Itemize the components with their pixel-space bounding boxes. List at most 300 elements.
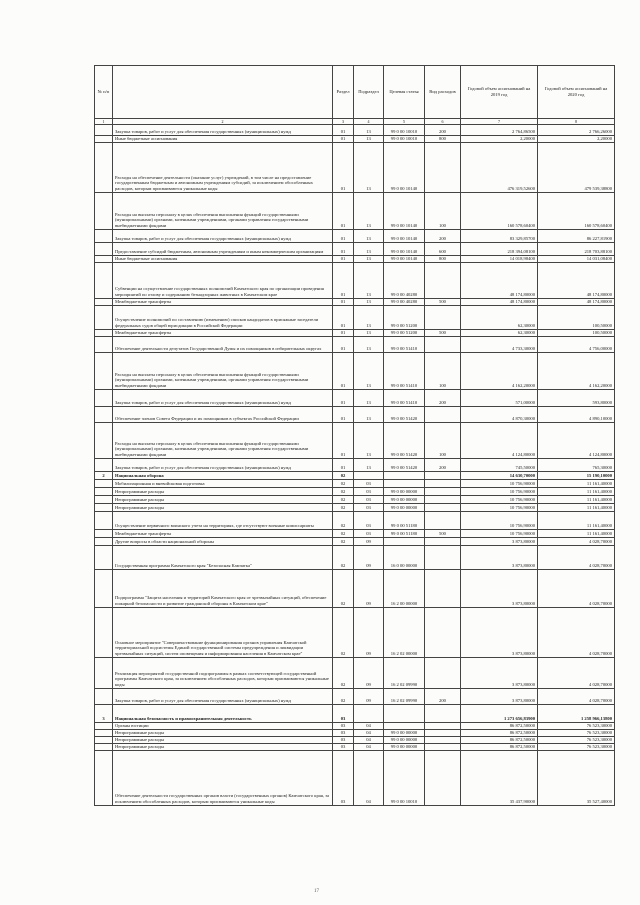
table-row	[95, 657, 615, 688]
row-razdel: 01	[333, 406, 354, 422]
row-value-2019: 35 437,90000	[461, 750, 538, 805]
row-value-2019: 10 756,90000	[461, 479, 538, 487]
row-name: Национальная оборона	[113, 471, 333, 479]
row-podrazdel: 03	[354, 487, 384, 495]
table-row	[95, 487, 615, 495]
row-name: Иные бюджетные ассигнования	[113, 136, 333, 143]
row-csr: 16 2 00 00000	[384, 569, 425, 607]
table-row	[95, 736, 615, 743]
row-vr: 100	[425, 422, 461, 458]
table-row	[95, 298, 615, 305]
table-row	[95, 192, 615, 229]
row-podrazdel: 13	[354, 229, 384, 242]
row-number	[95, 192, 113, 229]
row-value-2020: 76 523,30000	[538, 729, 615, 736]
row-name: Непрограммные расходы	[113, 495, 333, 503]
row-value-2019: 10 756,90000	[461, 511, 538, 529]
row-vr	[425, 657, 461, 688]
row-name: Закупка товаров, работ и услуг для обеспечения государственных (муниципальных) нужд	[113, 389, 333, 406]
row-razdel: 02	[333, 471, 354, 479]
row-value-2020: 48 174,80000	[538, 298, 615, 305]
row-podrazdel: 13	[354, 352, 384, 389]
row-value-2020: 765,30000	[538, 458, 615, 471]
row-number	[95, 529, 113, 537]
row-csr: 99 0 00 00000	[384, 729, 425, 736]
row-csr: 99 0 00 51180	[384, 529, 425, 537]
row-number	[95, 262, 113, 298]
row-value-2019: 476 319,52600	[461, 142, 538, 192]
row-value-2019: 62,30000	[461, 305, 538, 329]
header-2020: Годовой объем ассигнований на 2020 год	[538, 66, 615, 119]
row-podrazdel: 13	[354, 298, 384, 305]
row-vr: 200	[425, 229, 461, 242]
row-csr: 99 0 00 10140	[384, 229, 425, 242]
row-value-2019: 4 733,30000	[461, 336, 538, 352]
row-value-2020: 11 161,40000	[538, 487, 615, 495]
row-name: Межбюджетные трансферты	[113, 298, 333, 305]
row-number	[95, 352, 113, 389]
row-podrazdel	[354, 704, 384, 722]
table-row	[95, 142, 615, 192]
row-value-2019: 10 756,90000	[461, 495, 538, 503]
row-number	[95, 336, 113, 352]
row-number	[95, 487, 113, 495]
row-razdel: 02	[333, 545, 354, 569]
row-value-2020: 11 161,40000	[538, 529, 615, 537]
row-vr: 500	[425, 329, 461, 336]
row-csr: 99 0 00 40280	[384, 262, 425, 298]
row-value-2019: 745,50000	[461, 458, 538, 471]
row-value-2019: 4 870,30000	[461, 406, 538, 422]
row-vr: 200	[425, 688, 461, 704]
row-name: Осуществление полномочий по составлению (изменению) списков кандидатов в присяжные заседатели федеральных судов общей юрисдикции в Российской Федерации	[113, 305, 333, 329]
row-podrazdel: 09	[354, 657, 384, 688]
row-value-2020: 4 162,20000	[538, 352, 615, 389]
row-vr	[425, 729, 461, 736]
row-podrazdel: 03	[354, 503, 384, 511]
header-2019: Годовой объем ассигнований на 2019 год	[461, 66, 538, 119]
row-name: Закупка товаров, работ и услуг для обеспечения государственных (муниципальных) нужд	[113, 458, 333, 471]
table-row	[95, 336, 615, 352]
row-csr: 16 2 02 09990	[384, 688, 425, 704]
row-csr: 99 0 00 51410	[384, 336, 425, 352]
row-value-2020: 4 028,70000	[538, 688, 615, 704]
row-number	[95, 406, 113, 422]
row-csr	[384, 722, 425, 729]
row-value-2020: 2,20000	[538, 136, 615, 143]
row-razdel: 01	[333, 329, 354, 336]
row-csr	[384, 704, 425, 722]
row-podrazdel: 13	[354, 262, 384, 298]
table-body	[95, 125, 615, 806]
row-podrazdel: 04	[354, 729, 384, 736]
page-number: 17	[314, 889, 319, 894]
row-razdel: 03	[333, 750, 354, 805]
row-vr	[425, 487, 461, 495]
row-value-2019: 3 873,80000	[461, 545, 538, 569]
table-row	[95, 750, 615, 805]
row-value-2019: 10 756,90000	[461, 487, 538, 495]
index-cell: 7	[461, 119, 538, 125]
row-csr: 99 0 00 10010	[384, 750, 425, 805]
row-razdel: 01	[333, 142, 354, 192]
header-podrazdel: Подраздел	[354, 66, 384, 119]
row-number	[95, 495, 113, 503]
row-podrazdel: 13	[354, 336, 384, 352]
row-csr: 99 0 00 51410	[384, 352, 425, 389]
row-name: Осуществление первичного воинского учета на территориях, где отсутствуют военные комиссариаты	[113, 511, 333, 529]
row-razdel: 01	[333, 352, 354, 389]
index-cell: 2	[113, 119, 333, 125]
row-value-2020: 76 523,30000	[538, 722, 615, 729]
row-csr: 99 0 00 40280	[384, 298, 425, 305]
row-number	[95, 458, 113, 471]
table-row	[95, 545, 615, 569]
row-csr: 99 0 00 00000	[384, 495, 425, 503]
row-podrazdel: 04	[354, 743, 384, 750]
table-row	[95, 511, 615, 529]
row-csr: 99 0 00 51410	[384, 389, 425, 406]
row-podrazdel: 13	[354, 406, 384, 422]
row-vr	[425, 607, 461, 657]
row-csr: 99 0 00 00000	[384, 487, 425, 495]
row-csr: 99 0 00 51180	[384, 511, 425, 529]
row-name: Непрограммные расходы	[113, 487, 333, 495]
row-name: Обеспечение членов Совета Федерации и их помощников в субъектах Российской Федерации	[113, 406, 333, 422]
row-vr	[425, 262, 461, 298]
row-razdel: 03	[333, 722, 354, 729]
row-vr	[425, 545, 461, 569]
table-row	[95, 305, 615, 329]
row-podrazdel: 13	[354, 389, 384, 406]
row-podrazdel: 04	[354, 736, 384, 743]
row-vr	[425, 704, 461, 722]
row-vr	[425, 569, 461, 607]
row-vr: 200	[425, 458, 461, 471]
row-razdel: 01	[333, 192, 354, 229]
row-name: Расходы на обеспечение деятельности (оказание услуг) учреждений, в том числе на предоставление государственным бюджетным и автономным учреждениям субсидий, за исключением обособленных расходов, которым присваиваются уникальные коды	[113, 142, 333, 192]
row-value-2020: 4 028,70000	[538, 537, 615, 545]
row-name: Непрограммные расходы	[113, 743, 333, 750]
row-number	[95, 298, 113, 305]
row-number	[95, 722, 113, 729]
table-row	[95, 495, 615, 503]
row-podrazdel	[354, 471, 384, 479]
row-value-2019: 3 873,80000	[461, 657, 538, 688]
row-razdel: 01	[333, 298, 354, 305]
row-name: Расходы на выплаты персоналу в целях обеспечения выполнения функций государственными (муниципальными) органами, казенными учреждениями, органами управления государственными внебюджетными фондами	[113, 422, 333, 458]
row-csr: 99 0 00 10140	[384, 142, 425, 192]
row-podrazdel: 09	[354, 569, 384, 607]
row-value-2019: 14 018,98400	[461, 255, 538, 262]
row-vr: 200	[425, 389, 461, 406]
row-value-2020: 160 578,60400	[538, 192, 615, 229]
row-name: Расходы на выплаты персоналу в целях обеспечения выполнения функций государственными (муниципальными) органами, казенными учреждениями, органами управления государственными внебюджетными фондами	[113, 352, 333, 389]
row-csr: 99 0 00 51200	[384, 305, 425, 329]
row-csr: 99 0 00 51200	[384, 329, 425, 336]
row-value-2019: 3 873,80000	[461, 537, 538, 545]
row-vr: 500	[425, 529, 461, 537]
row-razdel: 03	[333, 736, 354, 743]
table-row	[95, 479, 615, 487]
row-value-2019: 4 124,80000	[461, 422, 538, 458]
table-row	[95, 471, 615, 479]
row-razdel: 03	[333, 743, 354, 750]
row-number: 3	[95, 704, 113, 722]
row-razdel: 02	[333, 688, 354, 704]
row-podrazdel: 13	[354, 242, 384, 255]
row-value-2019: 2 764,86500	[461, 125, 538, 136]
row-number: 2	[95, 471, 113, 479]
row-value-2020: 218 703,88100	[538, 242, 615, 255]
table-row	[95, 458, 615, 471]
row-podrazdel: 13	[354, 255, 384, 262]
row-vr	[425, 722, 461, 729]
row-name: Межбюджетные трансферты	[113, 329, 333, 336]
table-row	[95, 722, 615, 729]
row-name: Основное мероприятие "Совершенствование функционирования органов управления Камчатской территориальной подсистемы Единой государственной системы предупреждения и ликвидации чрезвычайных ситуаций, систем оповещения и информирования населения в Камчатском крае"	[113, 607, 333, 657]
row-razdel: 02	[333, 569, 354, 607]
row-razdel: 01	[333, 125, 354, 136]
row-razdel: 02	[333, 511, 354, 529]
table-row	[95, 569, 615, 607]
row-razdel: 01	[333, 389, 354, 406]
row-podrazdel: 13	[354, 125, 384, 136]
table-row	[95, 262, 615, 298]
row-vr: 500	[425, 298, 461, 305]
row-podrazdel: 03	[354, 495, 384, 503]
row-value-2019: 4 162,20000	[461, 352, 538, 389]
row-number	[95, 729, 113, 736]
row-value-2020: 479 539,38800	[538, 142, 615, 192]
row-vr: 100	[425, 192, 461, 229]
table-row	[95, 607, 615, 657]
row-csr	[384, 479, 425, 487]
row-number	[95, 125, 113, 136]
row-csr: 16 2 02 09990	[384, 657, 425, 688]
row-value-2020: 15 190,10000	[538, 471, 615, 479]
row-value-2019: 3 873,80000	[461, 569, 538, 607]
row-razdel: 02	[333, 479, 354, 487]
row-value-2020: 2 766,26000	[538, 125, 615, 136]
row-csr: 16 2 02 00000	[384, 607, 425, 657]
row-name: Непрограммные расходы	[113, 503, 333, 511]
budget-table	[94, 65, 615, 806]
index-cell: 6	[425, 119, 461, 125]
row-number	[95, 255, 113, 262]
row-value-2019: 218 394,08100	[461, 242, 538, 255]
row-razdel: 02	[333, 495, 354, 503]
row-name: Иные бюджетные ассигнования	[113, 255, 333, 262]
row-number	[95, 511, 113, 529]
row-value-2020: 48 174,80000	[538, 262, 615, 298]
row-number	[95, 503, 113, 511]
table-row	[95, 242, 615, 255]
row-podrazdel: 13	[354, 192, 384, 229]
row-name: Непрограммные расходы	[113, 729, 333, 736]
row-csr: 99 0 00 51420	[384, 458, 425, 471]
header-vr: Вид расходов	[425, 66, 461, 119]
row-podrazdel: 13	[354, 136, 384, 143]
row-razdel: 01	[333, 305, 354, 329]
row-name: Закупка товаров, работ и услуг для обеспечения государственных (муниципальных) нужд	[113, 229, 333, 242]
header-name	[113, 66, 333, 119]
row-value-2020: 11 161,40000	[538, 495, 615, 503]
table-header-row	[95, 66, 615, 119]
row-podrazdel: 13	[354, 329, 384, 336]
row-vr	[425, 142, 461, 192]
row-value-2020: 100,50000	[538, 305, 615, 329]
row-csr: 99 0 00 10010	[384, 125, 425, 136]
row-value-2019: 48 174,80000	[461, 298, 538, 305]
row-name: Мобилизационная и вневойсковая подготовка	[113, 479, 333, 487]
row-value-2019: 86 872,50000	[461, 729, 538, 736]
table-row	[95, 389, 615, 406]
row-name: Государственная программа Камчатского края "Безопасная Камчатка"	[113, 545, 333, 569]
row-vr: 200	[425, 125, 461, 136]
row-razdel: 01	[333, 255, 354, 262]
row-name: Закупка товаров, работ и услуг для обеспечения государственных (муниципальных) нужд	[113, 125, 333, 136]
row-number	[95, 750, 113, 805]
row-value-2020: 4 028,70000	[538, 657, 615, 688]
row-value-2020: 11 161,40000	[538, 511, 615, 529]
row-name: Закупка товаров, работ и услуг для обеспечения государственных (муниципальных) нужд	[113, 688, 333, 704]
row-podrazdel: 13	[354, 422, 384, 458]
row-value-2020: 4 890,10000	[538, 406, 615, 422]
row-value-2020: 4 028,70000	[538, 569, 615, 607]
table-row	[95, 537, 615, 545]
table-row	[95, 352, 615, 389]
row-razdel: 01	[333, 229, 354, 242]
index-cell: 4	[354, 119, 384, 125]
row-vr: 100	[425, 352, 461, 389]
row-vr	[425, 743, 461, 750]
row-vr: 800	[425, 136, 461, 143]
row-name: Субвенции на осуществление государственных полномочий Камчатского края по организации проведения мероприятий по отлову и содержанию безнадзорных животных в Камчатском крае	[113, 262, 333, 298]
row-csr: 99 0 00 51420	[384, 422, 425, 458]
index-cell: 3	[333, 119, 354, 125]
table-row	[95, 125, 615, 136]
row-value-2019: 1 273 656,83900	[461, 704, 538, 722]
row-podrazdel: 03	[354, 511, 384, 529]
row-value-2020: 100,50000	[538, 329, 615, 336]
row-razdel: 02	[333, 529, 354, 537]
row-name: Национальная безопасность и правоохранительная деятельность	[113, 704, 333, 722]
row-number	[95, 537, 113, 545]
row-razdel: 03	[333, 704, 354, 722]
row-value-2020: 14 031,08400	[538, 255, 615, 262]
row-csr: 99 0 00 00000	[384, 736, 425, 743]
row-value-2019: 2,20000	[461, 136, 538, 143]
row-razdel: 02	[333, 487, 354, 495]
row-podrazdel: 13	[354, 142, 384, 192]
index-cell: 1	[95, 119, 113, 125]
row-vr	[425, 305, 461, 329]
row-vr	[425, 471, 461, 479]
row-value-2019: 86 872,50000	[461, 736, 538, 743]
table-row	[95, 503, 615, 511]
row-csr: 99 0 00 51420	[384, 406, 425, 422]
row-number	[95, 389, 113, 406]
row-razdel: 03	[333, 729, 354, 736]
row-podrazdel: 09	[354, 688, 384, 704]
row-vr	[425, 406, 461, 422]
row-value-2020: 593,80000	[538, 389, 615, 406]
row-csr: 99 0 00 10140	[384, 255, 425, 262]
row-number	[95, 545, 113, 569]
row-csr: 99 0 00 10010	[384, 136, 425, 143]
row-csr: 99 0 00 10140	[384, 192, 425, 229]
row-vr	[425, 537, 461, 545]
row-value-2020: 4 124,80000	[538, 422, 615, 458]
row-vr	[425, 503, 461, 511]
row-value-2020: 11 161,40000	[538, 503, 615, 511]
row-razdel: 01	[333, 242, 354, 255]
row-razdel: 01	[333, 458, 354, 471]
row-value-2020: 4 028,70000	[538, 607, 615, 657]
row-value-2019: 62,30000	[461, 329, 538, 336]
table-row	[95, 529, 615, 537]
row-razdel: 02	[333, 537, 354, 545]
row-value-2019: 86 872,50000	[461, 743, 538, 750]
row-podrazdel: 13	[354, 305, 384, 329]
row-name: Непрограммные расходы	[113, 736, 333, 743]
row-csr: 99 0 00 00000	[384, 743, 425, 750]
table-row	[95, 136, 615, 143]
row-podrazdel: 03	[354, 479, 384, 487]
row-csr	[384, 471, 425, 479]
row-csr	[384, 537, 425, 545]
row-csr: 99 0 00 10140	[384, 242, 425, 255]
row-number	[95, 229, 113, 242]
row-csr: 99 0 00 00000	[384, 503, 425, 511]
row-value-2019: 14 630,70000	[461, 471, 538, 479]
row-razdel: 02	[333, 657, 354, 688]
row-name: Обеспечение деятельности депутатов Государственной Думы и их помощников в избирательных округах	[113, 336, 333, 352]
row-value-2019: 571,00000	[461, 389, 538, 406]
row-csr: 16 0 00 00000	[384, 545, 425, 569]
row-razdel: 01	[333, 262, 354, 298]
table-row	[95, 743, 615, 750]
index-cell: 8	[538, 119, 615, 125]
row-razdel: 01	[333, 422, 354, 458]
row-vr	[425, 736, 461, 743]
row-number	[95, 736, 113, 743]
row-name: Межбюджетные трансферты	[113, 529, 333, 537]
row-value-2020: 11 161,40000	[538, 479, 615, 487]
row-number	[95, 142, 113, 192]
row-value-2020: 86 227,81900	[538, 229, 615, 242]
row-number	[95, 422, 113, 458]
table-row	[95, 422, 615, 458]
row-number	[95, 569, 113, 607]
row-value-2019: 48 174,80000	[461, 262, 538, 298]
row-podrazdel: 04	[354, 722, 384, 729]
row-value-2019: 83 329,85700	[461, 229, 538, 242]
row-name: Предоставление субсидий бюджетным, автономным учреждениям и иным некоммерческим организациям	[113, 242, 333, 255]
row-value-2020: 76 523,30000	[538, 743, 615, 750]
row-number	[95, 743, 113, 750]
table-row	[95, 704, 615, 722]
row-value-2020: 76 523,30000	[538, 736, 615, 743]
row-number	[95, 305, 113, 329]
row-podrazdel: 09	[354, 545, 384, 569]
row-number	[95, 479, 113, 487]
row-value-2020: 4 028,70000	[538, 545, 615, 569]
row-value-2019: 160 578,60400	[461, 192, 538, 229]
row-vr	[425, 495, 461, 503]
row-vr	[425, 750, 461, 805]
